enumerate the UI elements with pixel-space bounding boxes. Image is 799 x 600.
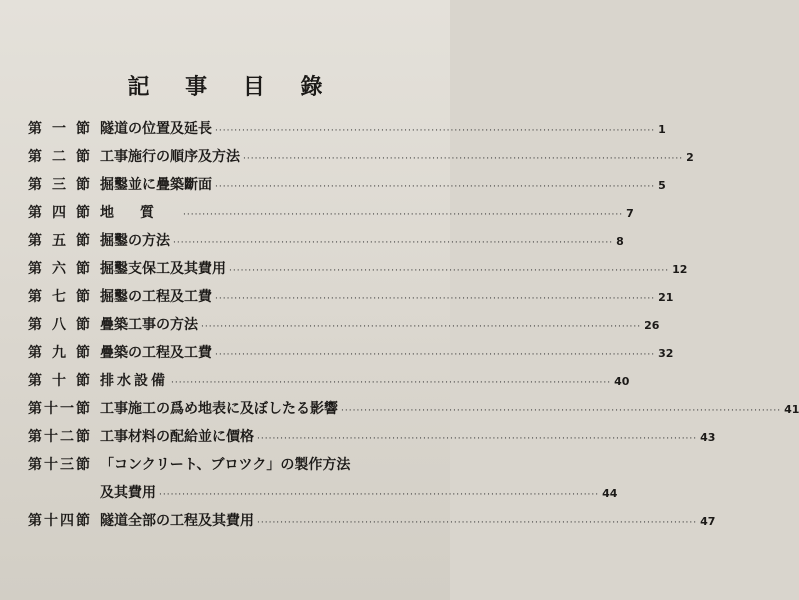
section-number — [28, 230, 90, 250]
entry-title: 「コンクリート、ブロツク」の製作方法 — [100, 457, 351, 473]
section-number — [28, 258, 90, 278]
section-number-char: 二 — [52, 149, 66, 165]
entry-title: 掘鑿並に疊築斷面 — [100, 177, 212, 193]
entry-title: 疊築の工程及工費 — [100, 345, 212, 361]
page-number: 1 — [658, 123, 666, 136]
section-number-char: 第 — [28, 205, 42, 221]
dot-leader — [201, 322, 641, 332]
section-number-char: 節 — [76, 261, 90, 277]
section-number-char: 第 — [28, 513, 42, 529]
section-number-char: 節 — [76, 205, 90, 221]
entry-title: 掘鑿の方法 — [100, 233, 170, 249]
page-number: 2 — [686, 151, 694, 164]
section-number-char: 九 — [52, 345, 66, 361]
dot-leader — [243, 154, 683, 164]
page-number: 26 — [644, 319, 660, 332]
section-number-char: 第 — [28, 121, 42, 137]
entry-title: 掘鑿の工程及工費 — [100, 289, 212, 305]
section-number-char: 一 — [52, 121, 66, 137]
section-number-char: 五 — [52, 233, 66, 249]
section-number — [28, 174, 90, 194]
section-number-char: 第 — [28, 289, 42, 305]
section-number-char: 節 — [76, 457, 90, 473]
section-number-char: 第 — [28, 429, 42, 445]
page-number: 40 — [614, 375, 630, 388]
section-number-char: 節 — [76, 121, 90, 137]
toc-entry — [28, 118, 666, 146]
toc-entry — [28, 398, 799, 426]
section-number-char: 節 — [76, 233, 90, 249]
section-number-char: 十 — [44, 457, 58, 473]
section-number — [28, 146, 90, 166]
entry-title: 地質 — [100, 205, 180, 221]
toc-entry — [28, 230, 624, 258]
section-number-char: 第 — [28, 373, 42, 389]
section-number-char: 節 — [76, 373, 90, 389]
section-number-char: 節 — [76, 177, 90, 193]
table-of-contents — [28, 118, 799, 538]
section-number-char: 十 — [44, 401, 58, 417]
dot-leader — [215, 182, 655, 192]
page-number: 12 — [672, 263, 688, 276]
dot-leader — [215, 126, 655, 136]
section-number-char: 節 — [76, 345, 90, 361]
section-number-char: 八 — [52, 317, 66, 333]
entry-title: 及其費用 — [100, 485, 156, 501]
section-number-char: 節 — [76, 149, 90, 165]
section-number-char: 第 — [28, 401, 42, 417]
section-number-char: 節 — [76, 317, 90, 333]
section-number — [28, 426, 90, 446]
dot-leader — [257, 518, 697, 528]
section-number — [28, 370, 90, 390]
section-number — [28, 118, 90, 138]
page-number: 5 — [658, 179, 666, 192]
page-number: 8 — [616, 235, 624, 248]
section-number-char: 節 — [76, 429, 90, 445]
section-number-char: 三 — [60, 457, 74, 473]
page-number: 21 — [658, 291, 674, 304]
section-number-char: 二 — [60, 429, 74, 445]
entry-title: 工事施行の順序及方法 — [100, 149, 240, 165]
entry-title: 疊築工事の方法 — [100, 317, 198, 333]
page-number: 41 — [784, 403, 799, 416]
dot-leader — [257, 434, 697, 444]
page-number: 47 — [700, 515, 716, 528]
section-number-char: 第 — [28, 177, 42, 193]
page-number: 43 — [700, 431, 716, 444]
dot-leader — [159, 490, 599, 500]
section-number-char: 第 — [28, 345, 42, 361]
entry-title: 隧道の位置及延長 — [100, 121, 212, 137]
toc-entry — [28, 286, 674, 314]
section-number — [28, 202, 90, 222]
section-number-char: 節 — [76, 401, 90, 417]
section-number-char: 四 — [60, 513, 74, 529]
section-number-char: 第 — [28, 233, 42, 249]
section-number — [28, 314, 90, 334]
section-number-char: 七 — [52, 289, 66, 305]
entry-title: 排水設備 — [100, 373, 168, 389]
toc-entry — [28, 314, 660, 342]
toc-entry — [28, 510, 716, 538]
section-number-char: 四 — [52, 205, 66, 221]
toc-entry — [28, 258, 688, 286]
section-number — [28, 454, 90, 474]
dot-leader — [341, 406, 781, 416]
page-number: 7 — [626, 207, 634, 220]
toc-entry — [28, 426, 716, 454]
section-number — [28, 398, 90, 418]
section-number-char: 十 — [44, 513, 58, 529]
toc-entry — [28, 202, 634, 230]
dot-leader — [215, 294, 655, 304]
section-number-char: 十 — [44, 429, 58, 445]
dot-leader — [183, 210, 623, 220]
toc-entry — [28, 174, 666, 202]
page-title: 記 事 目 錄 — [127, 74, 337, 100]
page-number: 44 — [602, 487, 618, 500]
section-number — [28, 342, 90, 362]
dot-leader — [173, 238, 613, 248]
toc-entry — [28, 370, 630, 398]
entry-title: 隧道全部の工程及其費用 — [100, 513, 254, 529]
dot-leader — [215, 350, 655, 360]
section-number-char: 一 — [60, 401, 74, 417]
toc-entry-continuation — [28, 482, 618, 510]
section-number-char: 第 — [28, 261, 42, 277]
section-number-char: 六 — [52, 261, 66, 277]
section-number-char: 十 — [52, 373, 66, 389]
section-number — [28, 510, 90, 530]
section-number-char: 三 — [52, 177, 66, 193]
dot-leader — [229, 266, 669, 276]
entry-title: 工事材料の配給並に價格 — [100, 429, 254, 445]
toc-entry — [28, 342, 674, 370]
entry-title: 掘鑿支保工及其費用 — [100, 261, 226, 277]
section-number-char: 節 — [76, 513, 90, 529]
section-number — [28, 286, 90, 306]
dot-leader — [171, 378, 611, 388]
section-number-char: 第 — [28, 457, 42, 473]
toc-entry — [28, 146, 694, 174]
section-number-char: 第 — [28, 317, 42, 333]
section-number-char: 節 — [76, 289, 90, 305]
page-number: 32 — [658, 347, 674, 360]
toc-entry — [28, 454, 426, 482]
entry-title: 工事施工の爲め地表に及ぼしたる影響 — [100, 401, 338, 417]
section-number-char: 第 — [28, 149, 42, 165]
